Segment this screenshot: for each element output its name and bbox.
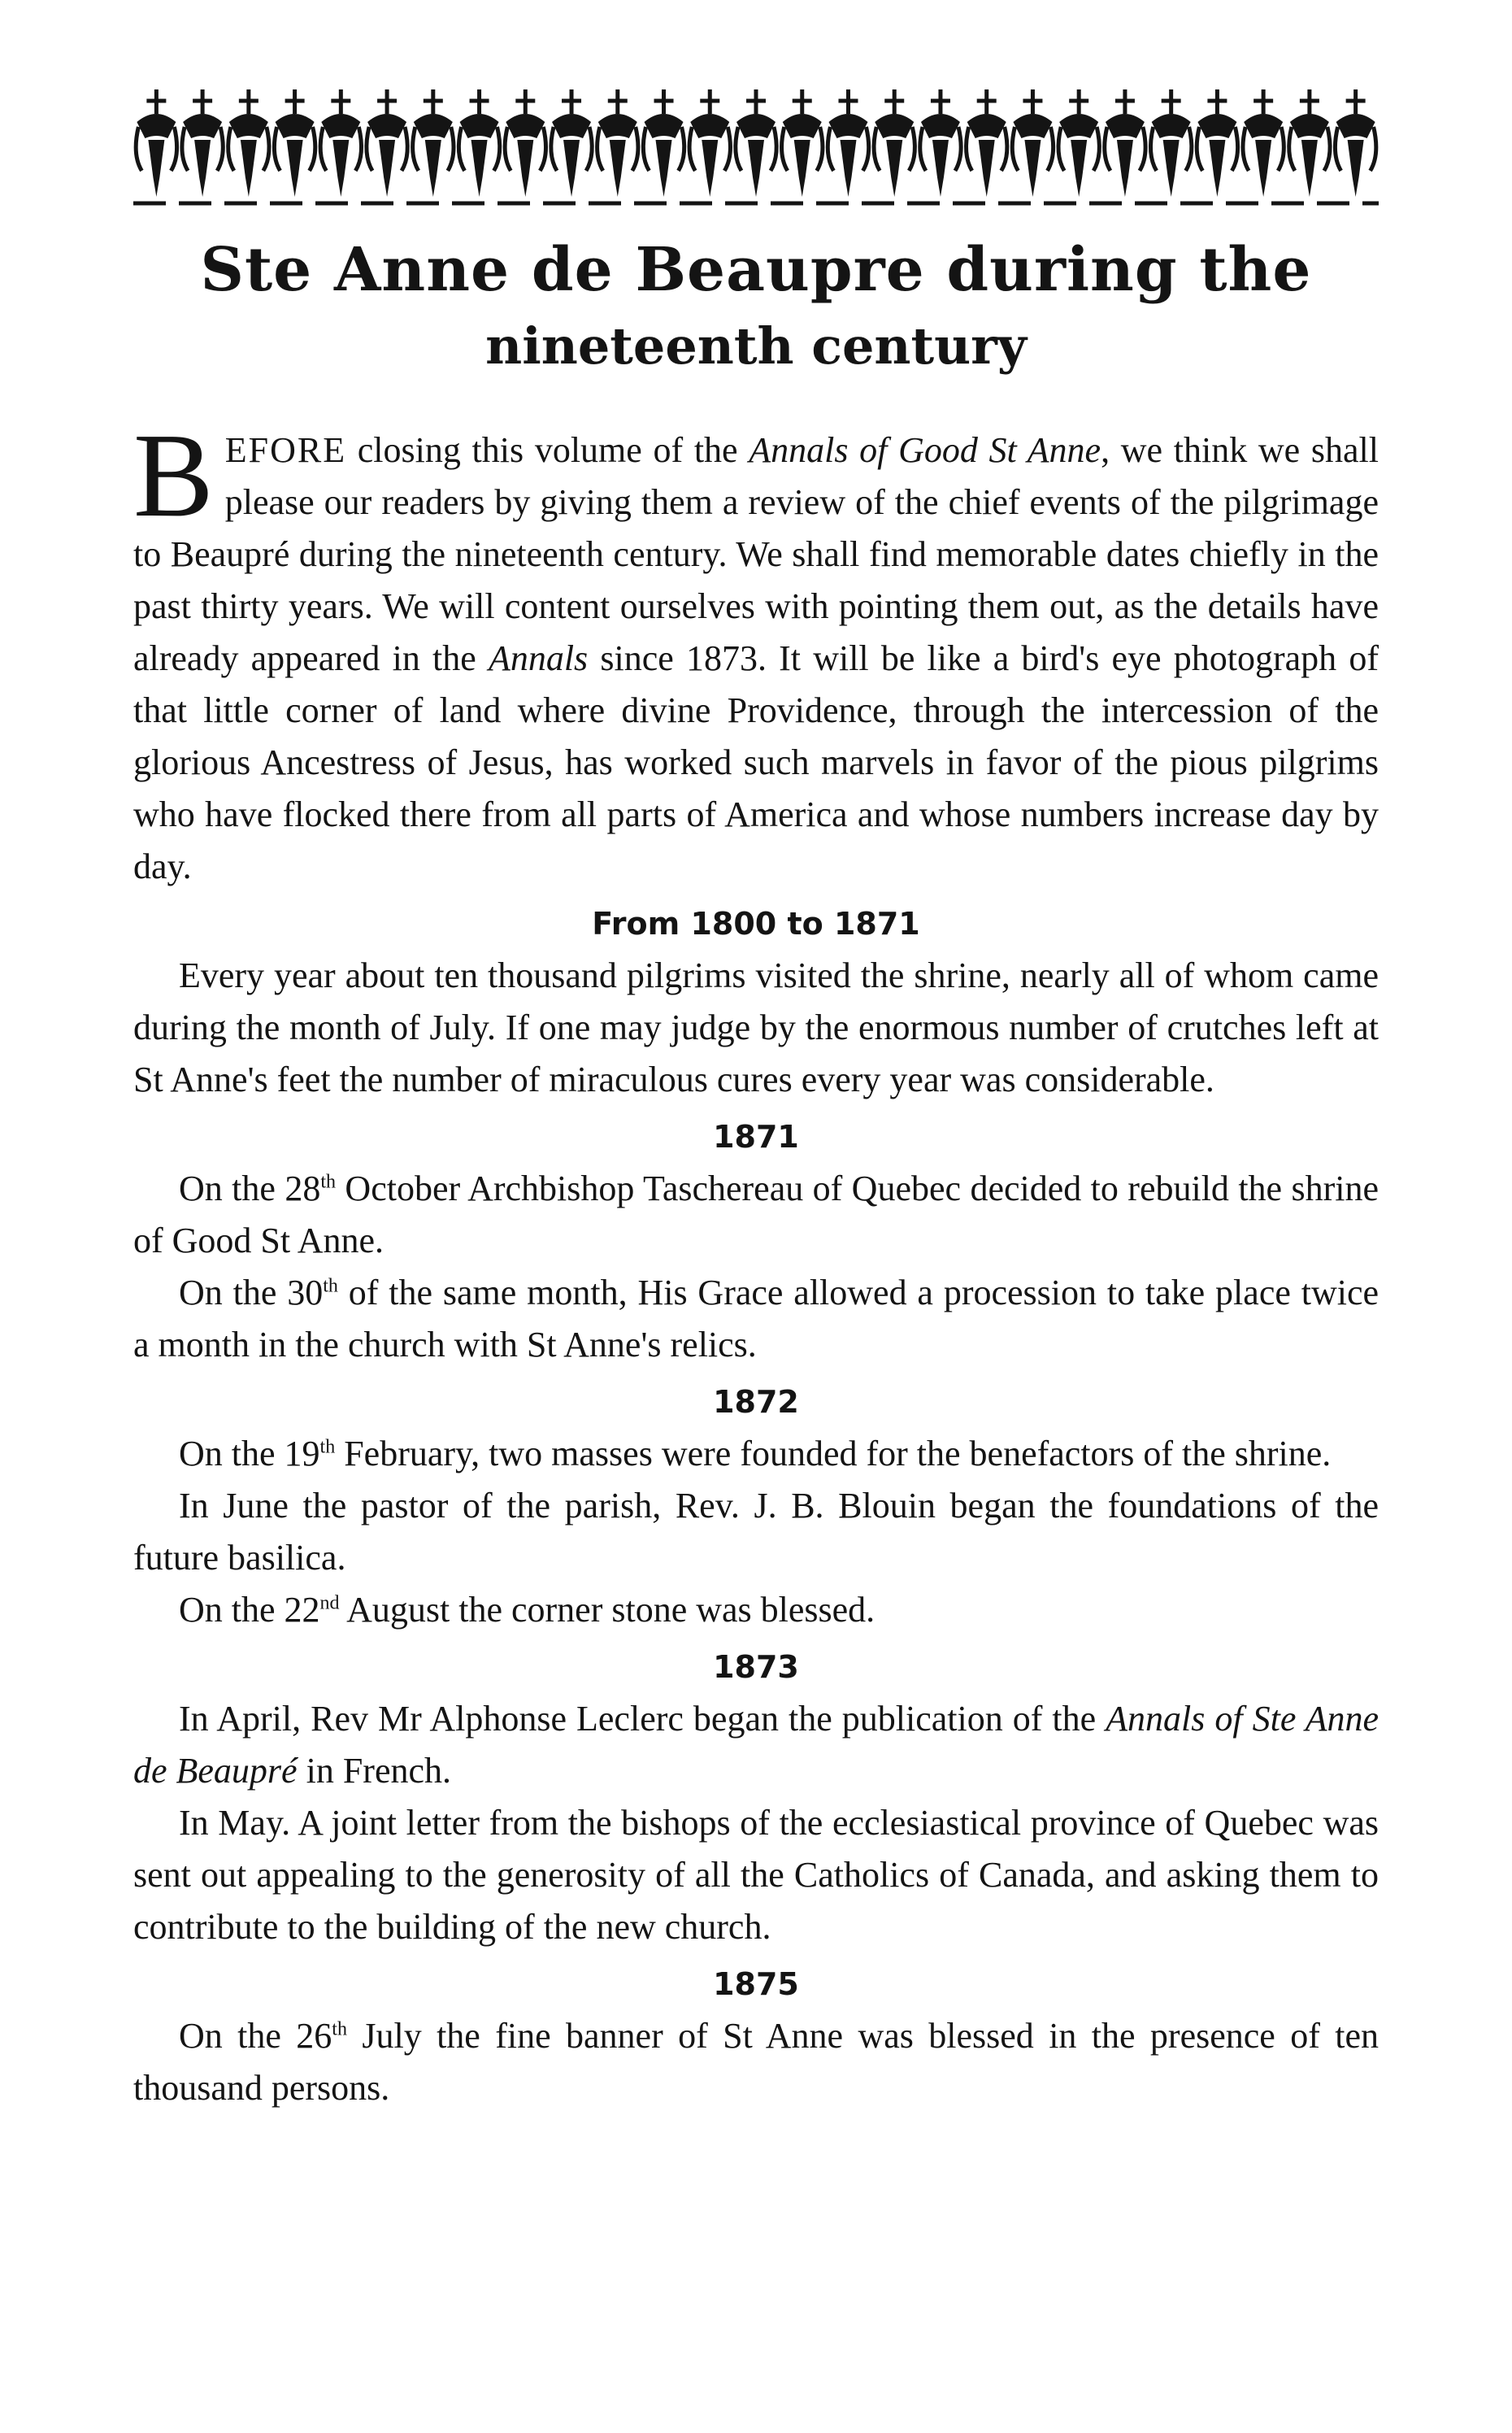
ornament-motif — [874, 89, 915, 197]
paragraph-1872-2: In June the pastor of the parish, Rev. J. B. Blouin began the foundations of the future basilica. — [133, 1486, 1379, 1578]
paragraph-1871-1 — [133, 1163, 1379, 1267]
ordinal-suffix: th — [332, 2018, 347, 2040]
paragraph-1800-1: Every year about ten thousand pilgrims visited the shrine, nearly all of whom came during the month of July. If one may judge by the enormous number of crutches left at St Anne's feet the number of miraculous cures every year was considerable. — [133, 955, 1379, 1099]
ornament-motif — [1197, 89, 1237, 197]
text-run: October Archbishop Taschereau of Quebec decided to rebuild the shrine of Good St Anne. — [133, 1169, 1379, 1260]
section-heading-1875: 1875 — [713, 1966, 799, 2002]
ornament-motif — [136, 89, 176, 197]
ornament-motif — [458, 89, 499, 197]
ornament-motif — [1105, 89, 1145, 197]
text-run: In April, Rev Mr Alphonse Leclerc began the publication of the — [179, 1699, 1106, 1739]
paragraph-1873-1 — [133, 1693, 1379, 1797]
paragraph-1875-1 — [133, 2010, 1379, 2114]
ornament-motif — [597, 89, 638, 197]
ornament-motif — [1335, 89, 1375, 197]
ornament-motif — [1243, 89, 1284, 197]
ornament-motif — [274, 89, 315, 197]
ordinal-suffix: th — [323, 1275, 338, 1297]
ornament-motif — [1058, 89, 1099, 197]
text-run: in French. — [297, 1751, 451, 1791]
paragraph-1872-3 — [133, 1584, 1379, 1636]
paragraph-1873-2: In May. A joint letter from the bishops of the ecclesiastical province of Quebec was sent out appealing to the generosity of all the Catholics of Canada, and asking them to contribute to the building of the new church. — [133, 1803, 1379, 1947]
ornament-motif — [367, 89, 407, 197]
section-heading-1800: From 1800 to 1871 — [592, 906, 920, 942]
intro-first-word: EFORE — [224, 430, 347, 470]
text-run: On the 19 — [179, 1434, 320, 1473]
text-run: of the same month, His Grace allowed a procession to take place twice a month in the church with St Anne's relics. — [133, 1273, 1379, 1364]
text-run: On the 30 — [179, 1273, 324, 1312]
page-subtitle: nineteenth century — [485, 316, 1027, 376]
section-heading-1872: 1872 — [713, 1384, 799, 1420]
ornament-motif — [1012, 89, 1053, 197]
ornament-motif — [1289, 89, 1330, 197]
ornament-motif — [828, 89, 868, 197]
paragraph-1872-1 — [133, 1428, 1379, 1480]
ornament-motif — [320, 89, 361, 197]
text-run: February, two masses were founded for the benefactors of the shrine. — [335, 1434, 1332, 1473]
page-title: Ste Anne de Beaupre during the — [200, 235, 1312, 305]
intro-italic-a: Annals of Good St Anne — [749, 430, 1101, 470]
ornament-motif — [1150, 89, 1191, 197]
ornament-motif — [551, 89, 592, 197]
title-block — [133, 233, 1379, 381]
ornament-border-art — [133, 81, 1379, 211]
ornament-motif — [782, 89, 823, 197]
intro-italic-b: Annals — [488, 638, 589, 678]
intro-text-b: , we think we shall please our readers by giving them a review of the chief events of the pilgrimage to Beaupré during the nineteenth century. We shall find memorable dates chiefly in the past thirty years. We will content ourselves with pointing them out, as the details have already appeared in the — [133, 430, 1379, 678]
ordinal-suffix: th — [320, 1171, 337, 1193]
ornament-motif — [967, 89, 1007, 197]
ornament-motif — [182, 89, 223, 197]
intro-text-a: closing this volume of the — [346, 430, 749, 470]
drop-cap: B — [133, 409, 214, 542]
text-run: On the 26 — [179, 2016, 332, 2056]
ornament-motif — [505, 89, 545, 197]
ornament-motif — [413, 89, 454, 197]
ordinal-suffix: nd — [319, 1592, 340, 1614]
text-run: July the fine banner of St Anne was blessed in the presence of ten thousand persons. — [133, 2016, 1379, 2108]
page — [133, 81, 1379, 2114]
article-body — [133, 409, 1379, 2114]
intro-paragraph — [133, 409, 1379, 893]
ornament-motif — [689, 89, 730, 197]
ornament-border — [133, 81, 1379, 211]
ornament-motif — [920, 89, 961, 197]
ornament-motif — [643, 89, 684, 197]
ornament-motif — [228, 89, 269, 197]
section-heading-1873: 1873 — [713, 1649, 799, 1685]
section-heading-1871: 1871 — [713, 1119, 799, 1155]
text-run: On the 28 — [179, 1169, 321, 1208]
ordinal-suffix: th — [319, 1436, 336, 1458]
ornament-motif — [736, 89, 776, 197]
italic-title: Annals of Ste Anne de Beaupré — [133, 1699, 1379, 1791]
paragraph-1871-2 — [133, 1267, 1379, 1371]
text-run: On the 22 — [179, 1590, 320, 1630]
intro-text-c: since 1873. It will be like a bird's eye photograph of that little corner of land where divine Providence, through the intercession of the glorious Ancestress of Jesus, has worked such marvels in favor of the pious pilgrims who have flocked there from all parts of America and whose numbers increase day by day. — [133, 638, 1379, 886]
text-run: August the corner stone was blessed. — [339, 1590, 875, 1630]
